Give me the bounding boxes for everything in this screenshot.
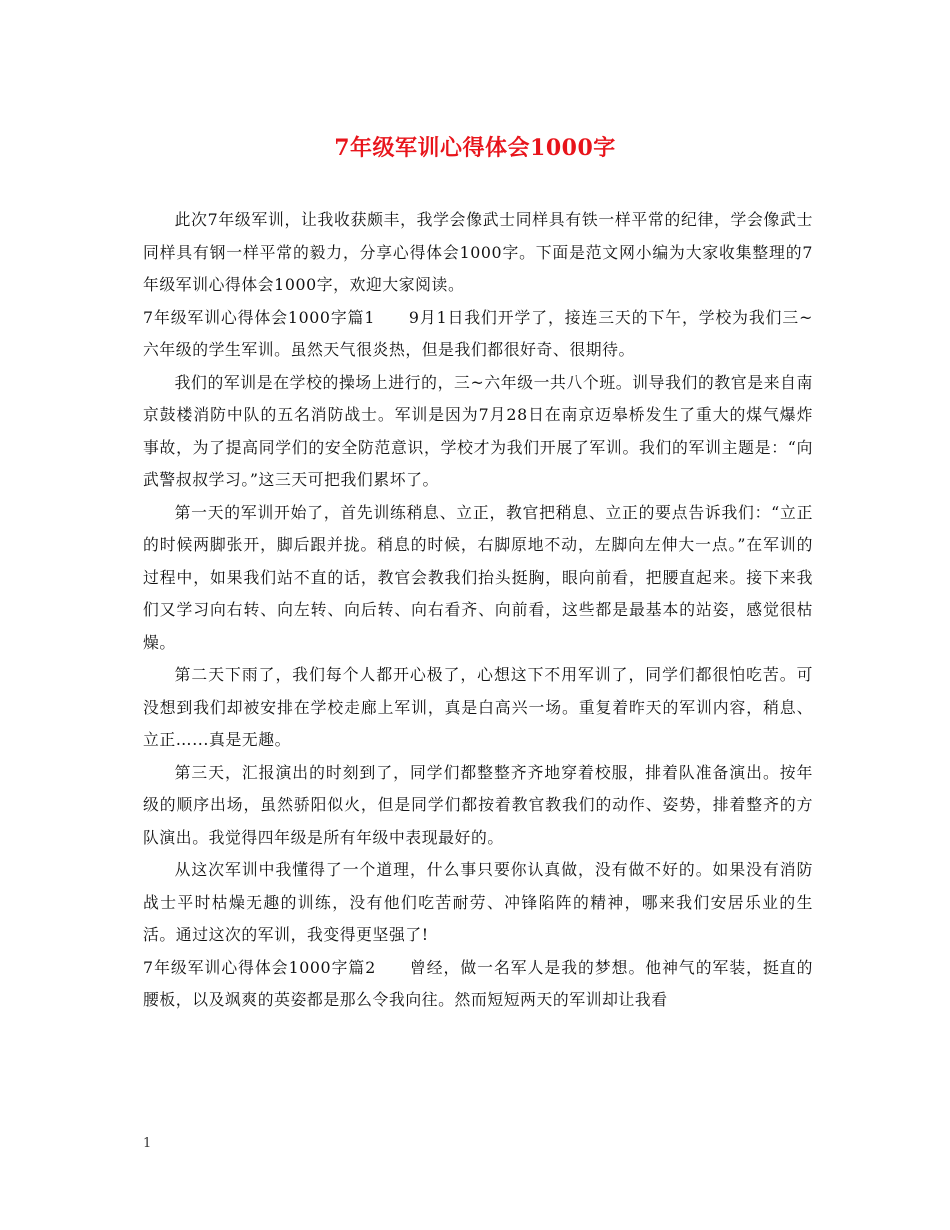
document-title: 7年级军训心得体会1000字 bbox=[334, 135, 616, 161]
paragraph: 7年级军训心得体会1000字篇1 9月1日我们开学了，接连三天的下午，学校为我们三~六年级的学生军训。虽然天气很炎热，但是我们都很好奇、很期待。 bbox=[143, 307, 813, 359]
paragraph: 第二天下雨了，我们每个人都开心极了，心想这下不用军训了，同学们都很怕吃苦。可没想到我们却被安排在学校走廊上军训，真是白高兴一场。重复着昨天的军训内容，稍息、立正…...真是无趣。 bbox=[143, 665, 813, 749]
paragraph: 从这次军训中我懂得了一个道理，什么事只要你认真做，没有做不好的。如果没有消防战士平时枯燥无趣的训练，没有他们吃苦耐劳、冲锋陷阵的精神，哪来我们安居乐业的生活。通过这次的军训，我变得更坚强了! bbox=[143, 860, 813, 944]
paragraph: 此次7年级军训，让我收获颇丰，我学会像武士同样具有铁一样平常的纪律，学会像武士同样具有钢一样平常的毅力，分享心得体会1000字。下面是范文网小编为大家收集整理的7年级军训心得体会1000字，欢迎大家阅读。 bbox=[143, 210, 813, 294]
paragraph: 7年级军训心得体会1000字篇2 曾经，做一名军人是我的梦想。他神气的军装，挺直的腰板，以及飒爽的英姿都是那么令我向往。然而短短两天的军训却让我看 bbox=[143, 957, 813, 1009]
paragraph: 我们的军训是在学校的操场上进行的，三~六年级一共八个班。训导我们的教官是来自南京鼓楼消防中队的五名消防战士。军训是因为7月28日在南京迈皋桥发生了重大的煤气爆炸事故，为了提高同学们的安全防范意识，学校才为我们开展了军训。我们的军训主题是：“向武警叔叔学习。”这三天可把我们累坏了。 bbox=[143, 372, 813, 489]
paragraph: 第三天，汇报演出的时刻到了，同学们都整整齐齐地穿着校服，排着队准备演出。按年级的顺序出场，虽然骄阳似火，但是同学们都按着教官教我们的动作、姿势，排着整齐的方队演出。我觉得四年级是所有年级中表现最好的。 bbox=[143, 762, 813, 847]
document-body bbox=[143, 204, 813, 1017]
paragraph: 第一天的军训开始了，首先训练稍息、立正，教官把稍息、立正的要点告诉我们：“立正的时候两脚张开，脚后跟并拢。稍息的时候，右脚原地不动，左脚向左伸大一点。”在军训的过程中，如果我们站不直的话，教官会教我们抬头挺胸，眼向前看，把腰直起来。接下来我们又学习向右转、向左转、向后转、向右看齐、向前看，这些都是最基本的站姿，感觉很枯燥。 bbox=[143, 502, 813, 652]
page-number: 1 bbox=[143, 1136, 152, 1151]
